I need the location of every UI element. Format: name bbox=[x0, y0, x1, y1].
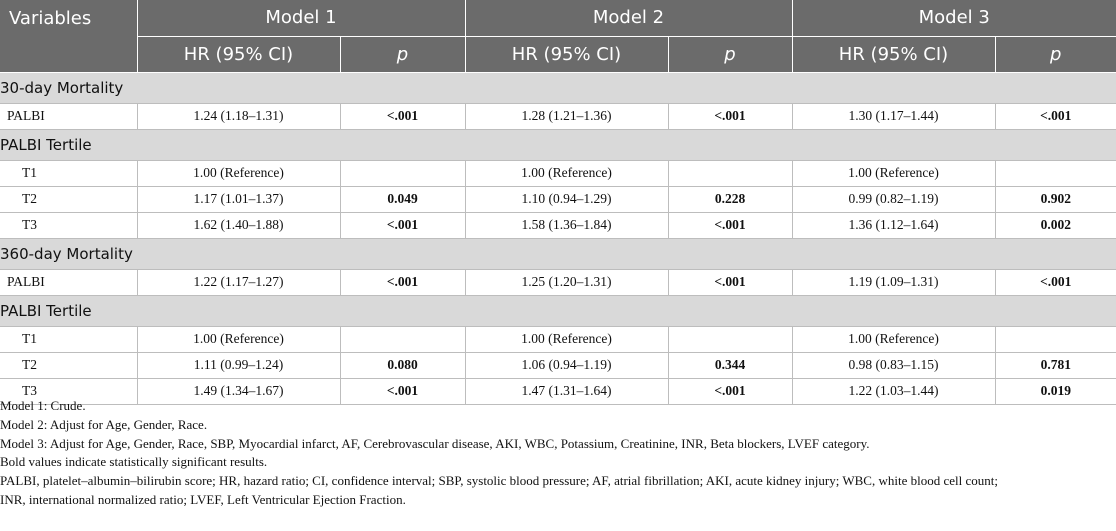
row-label: T2 bbox=[0, 352, 137, 378]
section-title: PALBI Tertile bbox=[0, 129, 1116, 160]
row-label: T3 bbox=[0, 378, 137, 404]
hr-value: 1.47 (1.31–1.64) bbox=[465, 378, 668, 404]
p-value: <.001 bbox=[340, 378, 465, 404]
section-row bbox=[0, 72, 1116, 103]
header-row-models bbox=[0, 0, 1116, 36]
table-row bbox=[0, 269, 1116, 295]
hr-value: 1.24 (1.18–1.31) bbox=[137, 103, 340, 129]
table-row bbox=[0, 326, 1116, 352]
footnote-model-3: Model 3: Adjust for Age, Gender, Race, SBP, Myocardial infarct, AF, Cerebrovascular disease, AKI, WBC, Potassium, Creatinine, INR, Beta blockers, LVEF category. bbox=[0, 435, 870, 451]
hr-value: 1.22 (1.17–1.27) bbox=[137, 269, 340, 295]
hr-header: HR (95% CI) bbox=[792, 36, 995, 72]
row-label: T2 bbox=[0, 186, 137, 212]
p-value: <.001 bbox=[995, 269, 1116, 295]
p-value: 0.781 bbox=[995, 352, 1116, 378]
p-header: p bbox=[668, 36, 792, 72]
hr-value: 1.25 (1.20–1.31) bbox=[465, 269, 668, 295]
table-row bbox=[0, 160, 1116, 186]
row-label: T1 bbox=[0, 326, 137, 352]
p-value: <.001 bbox=[340, 212, 465, 238]
p-value: 0.902 bbox=[995, 186, 1116, 212]
p-value: 0.002 bbox=[995, 212, 1116, 238]
hr-value: 0.98 (0.83–1.15) bbox=[792, 352, 995, 378]
section-title: PALBI Tertile bbox=[0, 295, 1116, 326]
hr-value: 1.00 (Reference) bbox=[137, 326, 340, 352]
footnote-abbreviations-cont: INR, international normalized ratio; LVEF, Left Ventricular Ejection Fraction. bbox=[0, 491, 406, 507]
section-row bbox=[0, 129, 1116, 160]
p-value: <.001 bbox=[668, 269, 792, 295]
variables-header: Variables bbox=[0, 0, 137, 72]
hr-value: 1.62 (1.40–1.88) bbox=[137, 212, 340, 238]
footnote-bold: Bold values indicate statistically significant results. bbox=[0, 454, 268, 470]
hr-value: 0.99 (0.82–1.19) bbox=[792, 186, 995, 212]
hr-value: 1.28 (1.21–1.36) bbox=[465, 103, 668, 129]
p-value: 0.228 bbox=[668, 186, 792, 212]
p-header: p bbox=[995, 36, 1116, 72]
p-value bbox=[668, 326, 792, 352]
p-value bbox=[340, 160, 465, 186]
hr-header: HR (95% CI) bbox=[465, 36, 668, 72]
hr-value: 1.22 (1.03–1.44) bbox=[792, 378, 995, 404]
hr-value: 1.30 (1.17–1.44) bbox=[792, 103, 995, 129]
hr-value: 1.00 (Reference) bbox=[792, 160, 995, 186]
model-2-header: Model 2 bbox=[465, 0, 792, 36]
hr-value: 1.58 (1.36–1.84) bbox=[465, 212, 668, 238]
p-value: <.001 bbox=[340, 269, 465, 295]
footnote-model-1: Model 1: Crude. bbox=[0, 398, 86, 413]
p-value: <.001 bbox=[668, 212, 792, 238]
hr-value: 1.00 (Reference) bbox=[792, 326, 995, 352]
row-label: T3 bbox=[0, 212, 137, 238]
p-value: 0.344 bbox=[668, 352, 792, 378]
p-value bbox=[995, 326, 1116, 352]
p-value: <.001 bbox=[668, 378, 792, 404]
model-1-header: Model 1 bbox=[137, 0, 465, 36]
row-label: PALBI bbox=[0, 269, 137, 295]
hr-value: 1.19 (1.09–1.31) bbox=[792, 269, 995, 295]
p-value bbox=[995, 160, 1116, 186]
section-row bbox=[0, 238, 1116, 269]
table-footnotes bbox=[0, 397, 1116, 510]
table-row bbox=[0, 103, 1116, 129]
hr-value: 1.00 (Reference) bbox=[465, 160, 668, 186]
header-row-stats bbox=[0, 36, 1116, 72]
section-row bbox=[0, 295, 1116, 326]
model-3-header: Model 3 bbox=[792, 0, 1116, 36]
hr-value: 1.36 (1.12–1.64) bbox=[792, 212, 995, 238]
p-value: 0.080 bbox=[340, 352, 465, 378]
p-value bbox=[668, 160, 792, 186]
table-row bbox=[0, 212, 1116, 238]
p-value: 0.019 bbox=[995, 378, 1116, 404]
p-value: <.001 bbox=[668, 103, 792, 129]
p-header: p bbox=[340, 36, 465, 72]
section-title: 360-day Mortality bbox=[0, 238, 1116, 269]
hr-value: 1.00 (Reference) bbox=[137, 160, 340, 186]
hr-value: 1.00 (Reference) bbox=[465, 326, 668, 352]
row-label: PALBI bbox=[0, 103, 137, 129]
hr-value: 1.11 (0.99–1.24) bbox=[137, 352, 340, 378]
p-value: <.001 bbox=[995, 103, 1116, 129]
table-row bbox=[0, 186, 1116, 212]
row-label: T1 bbox=[0, 160, 137, 186]
hr-value: 1.10 (0.94–1.29) bbox=[465, 186, 668, 212]
p-value: <.001 bbox=[340, 103, 465, 129]
hr-value: 1.06 (0.94–1.19) bbox=[465, 352, 668, 378]
p-value bbox=[340, 326, 465, 352]
footnote-model-2: Model 2: Adjust for Age, Gender, Race. bbox=[0, 416, 208, 432]
section-title: 30-day Mortality bbox=[0, 72, 1116, 103]
hr-value: 1.49 (1.34–1.67) bbox=[137, 378, 340, 404]
hr-header: HR (95% CI) bbox=[137, 36, 340, 72]
footnote-abbreviations: PALBI, platelet–albumin–bilirubin score; HR, hazard ratio; CI, confidence interval; SBP, systolic blood pressure; AF, atrial fibrillation; AKI, acute kidney injury; WBC, white blood cell count; bbox=[0, 473, 998, 489]
p-value: 0.049 bbox=[340, 186, 465, 212]
hr-value: 1.17 (1.01–1.37) bbox=[137, 186, 340, 212]
table-row bbox=[0, 352, 1116, 378]
